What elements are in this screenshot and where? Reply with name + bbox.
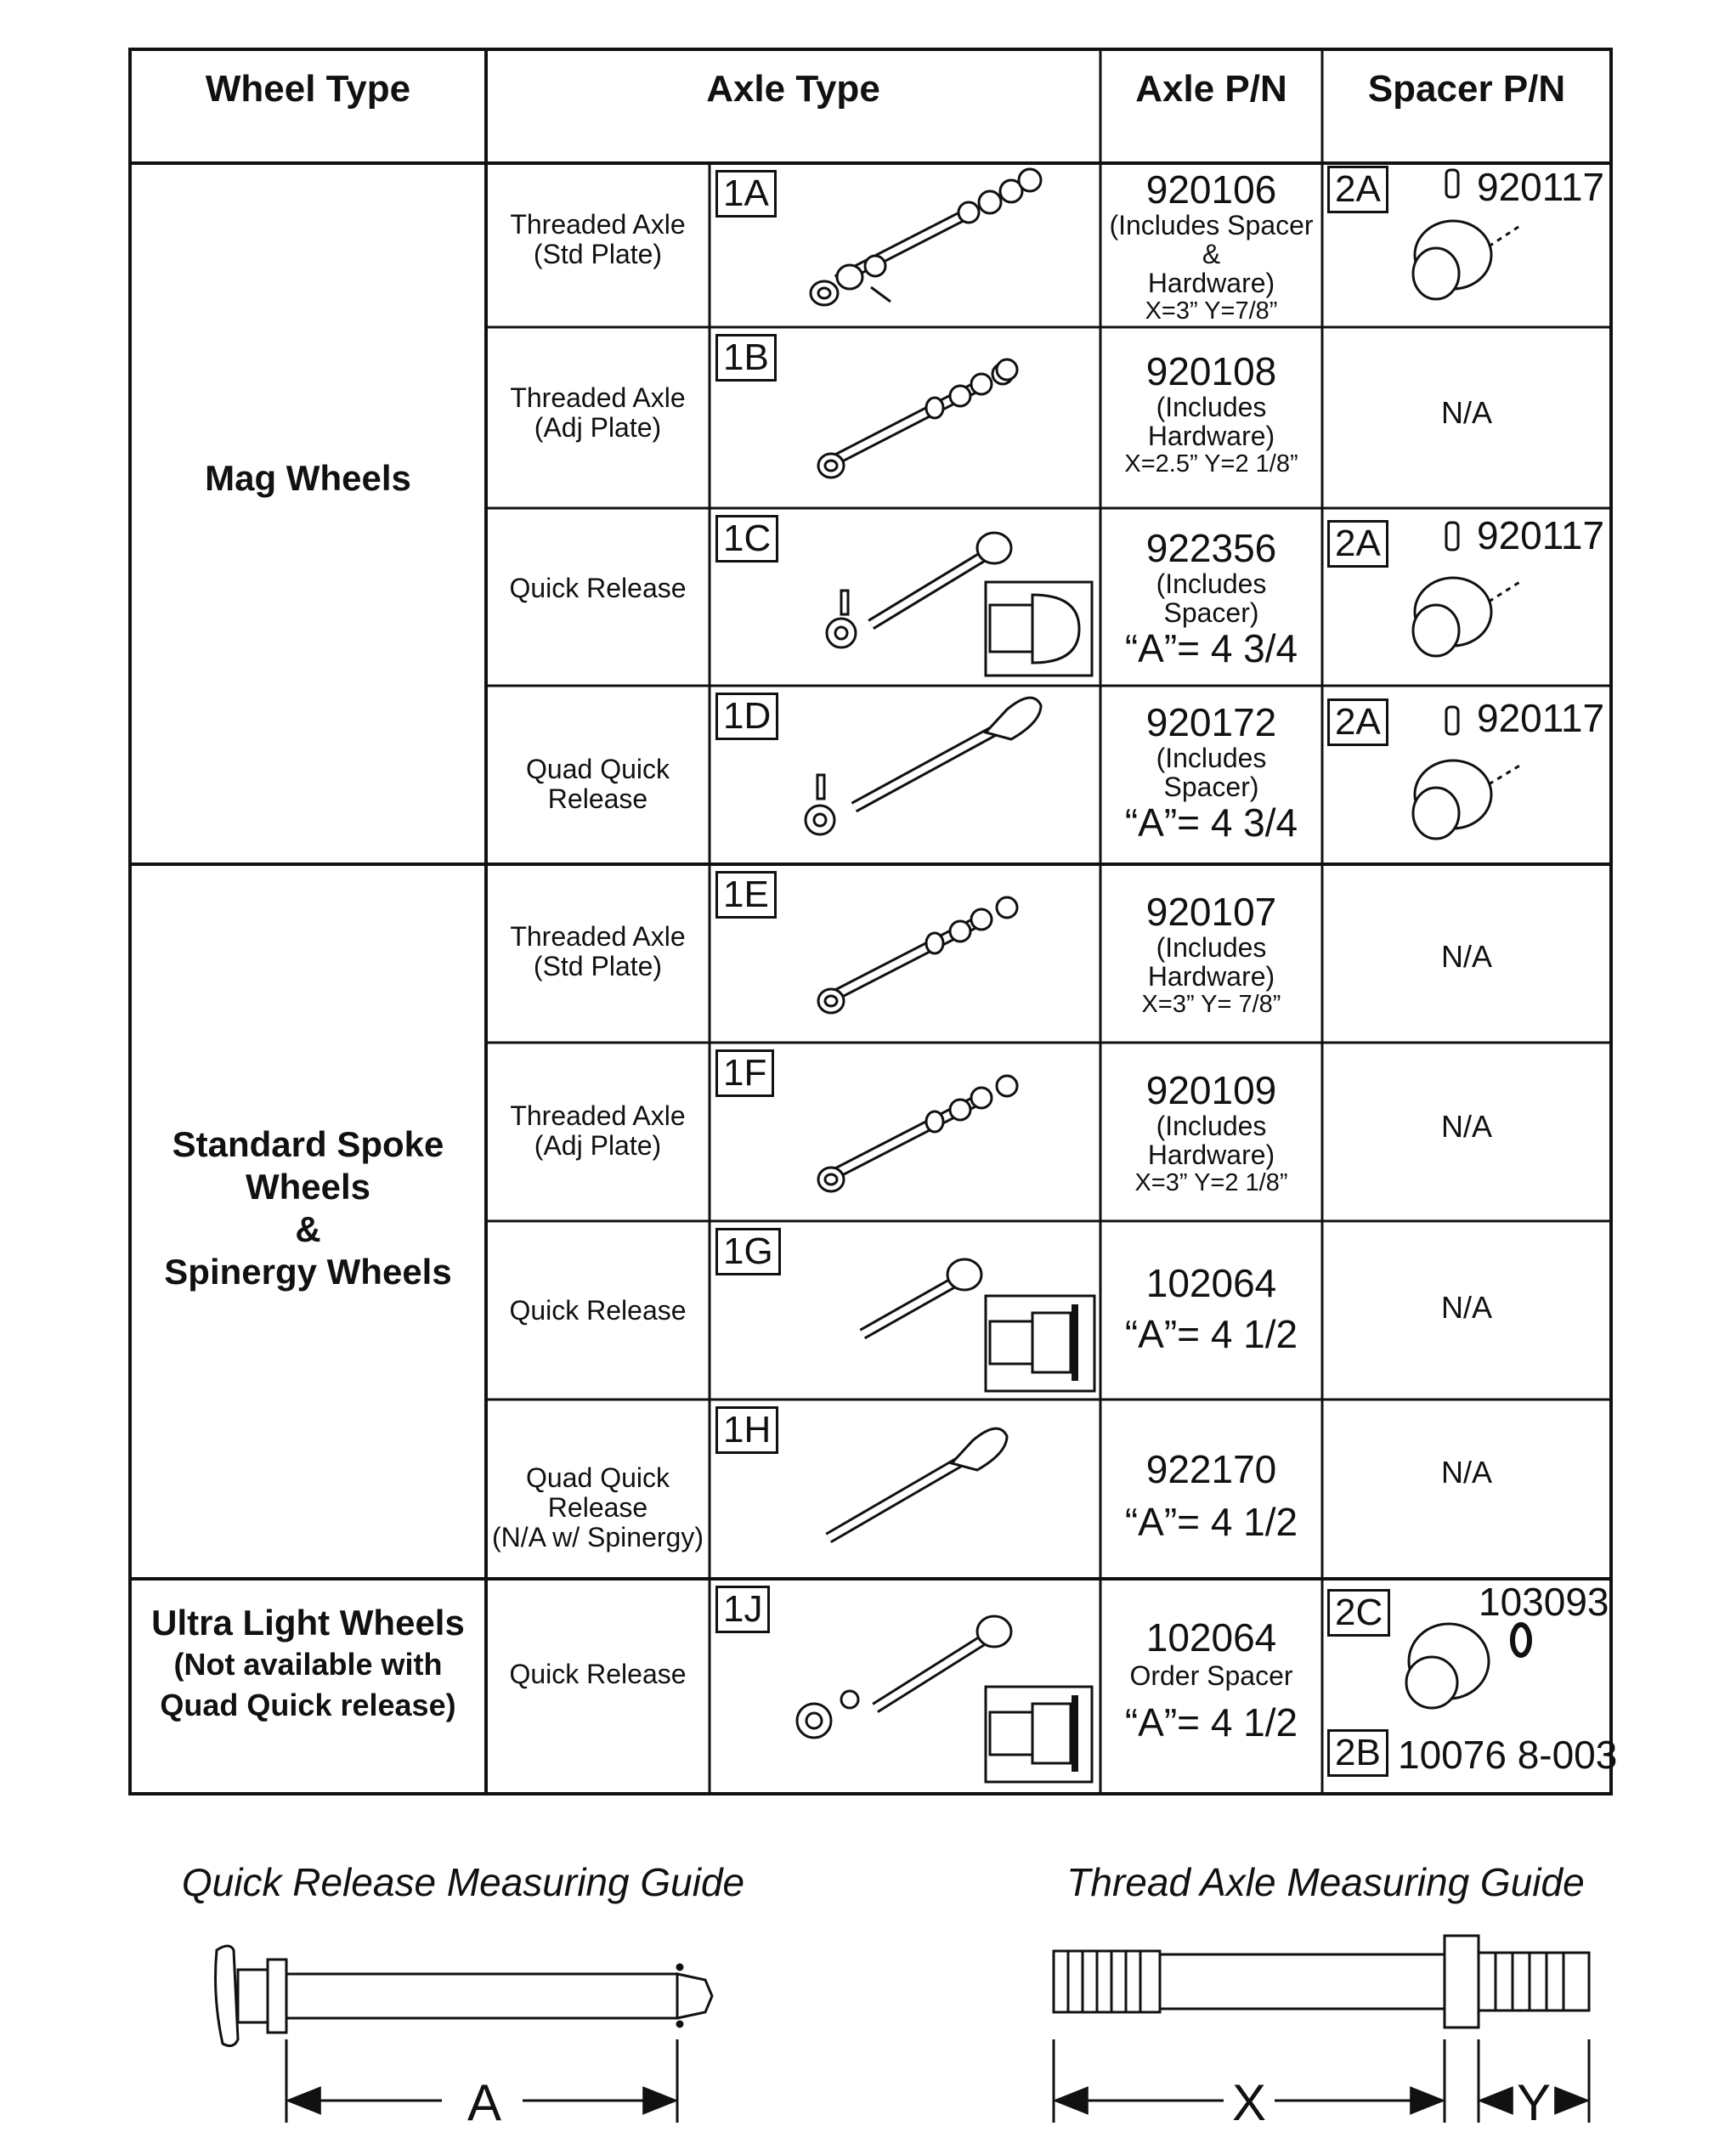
spacer-tag-2c: 2C <box>1327 1589 1390 1637</box>
axle-pn-cell-1d <box>1100 701 1322 844</box>
axle-type-1g: Quick Release <box>509 1295 687 1326</box>
spacer-pn: 103093 <box>1479 1580 1609 1624</box>
tag-1d: 1D <box>715 693 778 740</box>
axle-pn-cell-1f <box>1100 1069 1322 1196</box>
axle-pn-cell-1e <box>1100 891 1322 1018</box>
group-ultra-light <box>130 1602 486 1726</box>
spacer-tag-2a: 2A <box>1327 520 1388 568</box>
spacer-tag-2b: 2B <box>1327 1729 1388 1777</box>
part-number: 922356 <box>1145 526 1277 570</box>
axle-type-1f: Threaded Axle (Adj Plate) <box>510 1100 686 1161</box>
dimension: “A”= 4 1/2 <box>1124 1700 1298 1745</box>
table-grid <box>130 49 1611 1794</box>
note: (Includes <box>1156 392 1267 422</box>
spacer-na: N/A <box>1440 1290 1492 1325</box>
spacer-pn: 920117 <box>1477 513 1605 557</box>
axle-pn-cell-1c <box>1100 527 1322 670</box>
axle-type-1d: Quad Quick Release <box>526 754 670 814</box>
tag-1b: 1B <box>715 334 777 382</box>
axle-1h-illustration <box>828 1428 1007 1538</box>
note: (Includes <box>1156 1111 1267 1141</box>
note: Hardware) <box>1147 961 1275 992</box>
part-number: 102064 <box>1145 1261 1277 1305</box>
part-number: 920107 <box>1145 890 1277 934</box>
dimension-x-label: X <box>1231 2074 1267 2131</box>
quick-release-guide-title: Quick Release Measuring Guide <box>181 1860 745 1904</box>
note: (Includes <box>1156 743 1267 773</box>
group-spoke-spinergy <box>130 1123 486 1293</box>
group-line: (Not available with <box>173 1647 443 1682</box>
axle-1g-illustration <box>862 1259 1094 1391</box>
axle-type-1c: Quick Release <box>509 573 687 603</box>
part-number: 920106 <box>1145 167 1277 212</box>
axle-illustrations <box>797 169 1094 1782</box>
group-line: Quad Quick release) <box>160 1688 456 1722</box>
part-number: 920108 <box>1145 349 1277 393</box>
header-wheel-type: Wheel Type <box>205 68 411 110</box>
dimension: “A”= 4 1/2 <box>1124 1500 1298 1544</box>
spacer-tag-2a: 2A <box>1327 698 1388 746</box>
dimension-y-label: Y <box>1516 2074 1552 2131</box>
group-line: Wheels <box>245 1167 371 1207</box>
axle-1j-illustration <box>797 1616 1092 1782</box>
spacer-2c-illustration <box>1406 1624 1530 1708</box>
group-line: Ultra Light Wheels <box>151 1603 465 1643</box>
axle-pn-cell-1j <box>1100 1616 1322 1744</box>
spacer-na: N/A <box>1440 395 1492 430</box>
axle-pn-cell-1a <box>1100 168 1322 325</box>
note: Order Spacer <box>1129 1660 1293 1691</box>
axle-1c-illustration <box>827 533 1092 676</box>
tag-1f: 1F <box>715 1049 774 1097</box>
note: Hardware) <box>1147 1140 1275 1170</box>
dimension: X=3” Y=2 1/8” <box>1134 1169 1288 1196</box>
dimension-a-label: A <box>467 2074 502 2131</box>
dimension: “A”= 4 3/4 <box>1124 626 1298 670</box>
axle-type-1a: Threaded Axle (Std Plate) <box>510 209 686 269</box>
spacer-pn: 920117 <box>1477 696 1605 740</box>
axle-type-1e: Threaded Axle (Std Plate) <box>510 921 686 981</box>
spacer-pn: 920117 <box>1477 165 1605 209</box>
note: (Includes <box>1156 932 1267 963</box>
header-axle-pn: Axle P/N <box>1135 68 1287 110</box>
axle-type-1b: Threaded Axle (Adj Plate) <box>510 382 686 443</box>
header-spacer-pn: Spacer P/N <box>1367 68 1566 110</box>
tag-1h: 1H <box>715 1406 778 1454</box>
thread-axle-guide-title: Thread Axle Measuring Guide <box>1066 1860 1585 1904</box>
axle-1e-illustration <box>818 897 1017 1013</box>
dimension: X=2.5” Y=2 1/8” <box>1124 450 1298 478</box>
note: Hardware) <box>1147 268 1275 298</box>
note: Spacer) <box>1163 772 1259 802</box>
note: & <box>1202 239 1221 269</box>
axle-pn-cell-1b <box>1100 350 1322 478</box>
axle-type-1h: Quad Quick Release (N/A w/ Spinergy) <box>492 1462 704 1552</box>
group-mag-wheels: Mag Wheels <box>205 458 411 498</box>
axle-pn-cell-1g <box>1100 1258 1322 1360</box>
part-number: 922170 <box>1145 1447 1277 1491</box>
axle-1d-illustration <box>806 698 1041 834</box>
part-number: 920172 <box>1145 700 1277 744</box>
group-line: Standard Spoke <box>172 1124 444 1164</box>
axle-1f-illustration <box>818 1076 1017 1191</box>
dimension: X=3” Y= 7/8” <box>1141 991 1281 1018</box>
axle-pn-cell-1h <box>1100 1443 1322 1548</box>
note: (Includes Spacer <box>1109 210 1314 240</box>
spacer-na: N/A <box>1440 1455 1492 1490</box>
spacer-tag-2a: 2A <box>1327 166 1388 213</box>
part-number: 920109 <box>1145 1068 1277 1112</box>
tag-1g: 1G <box>715 1228 781 1275</box>
dimension: “A”= 4 3/4 <box>1124 800 1298 845</box>
tag-1c: 1C <box>715 515 778 563</box>
thread-axle-guide-illustration <box>1054 1936 1589 2123</box>
axle-type-1j: Quick Release <box>509 1659 687 1689</box>
group-line: & <box>295 1209 321 1249</box>
part-number: 102064 <box>1145 1615 1277 1660</box>
axle-1a-illustration <box>811 169 1041 305</box>
dimension: X=3” Y=7/8” <box>1145 297 1278 325</box>
spacer-na: N/A <box>1440 1109 1492 1144</box>
spacer-na: N/A <box>1440 939 1492 974</box>
dimension: “A”= 4 1/2 <box>1124 1312 1298 1356</box>
tag-1j: 1J <box>715 1586 770 1633</box>
note: Spacer) <box>1163 597 1259 628</box>
spacer-pn: 10076 8-003 <box>1398 1733 1618 1777</box>
note: Hardware) <box>1147 421 1275 451</box>
header-axle-type: Axle Type <box>706 68 880 110</box>
axle-1b-illustration <box>818 359 1017 478</box>
group-line: Spinergy Wheels <box>164 1252 452 1292</box>
note: (Includes <box>1156 568 1267 599</box>
tag-1e: 1E <box>715 871 777 919</box>
tag-1a: 1A <box>715 170 777 218</box>
